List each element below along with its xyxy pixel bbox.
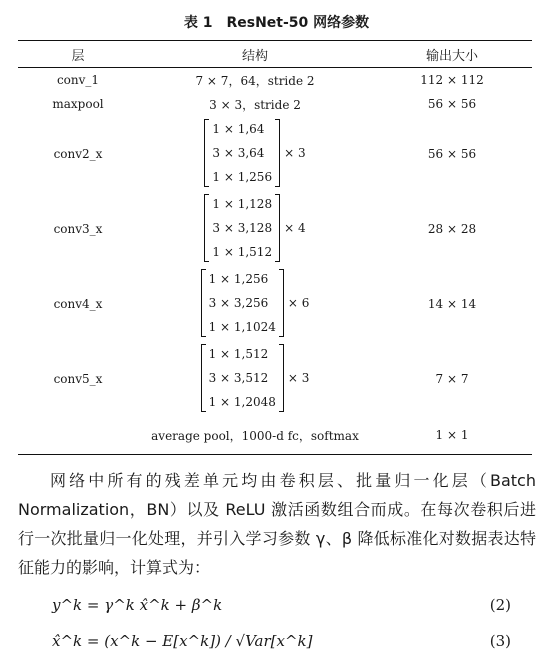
matrix-line: 1 × 1,512 (212, 245, 273, 259)
cell-output: 1 × 1 (372, 416, 532, 455)
repeat-multiplier: × 6 (287, 296, 310, 310)
cell-output: 28 × 28 (427, 221, 477, 236)
repeat-multiplier: × 3 (284, 146, 306, 160)
equation-3 (0, 630, 553, 658)
matrix-line: 3 × 3,128 (212, 221, 273, 235)
matrix-line: 1 × 1,256 (208, 272, 269, 286)
equation-number: (2) (489, 596, 511, 614)
cell-output: 14 × 14 (427, 296, 477, 311)
matrix-line: 1 × 1,256 (212, 170, 273, 184)
repeat-multiplier: × 4 (284, 221, 306, 235)
cell-structure: 7 × 7，64，stride 2 (195, 73, 315, 88)
equation-2 (0, 594, 553, 622)
table-header-row (18, 41, 532, 68)
cell-structure (138, 116, 372, 191)
cell-output: 56 × 56 (427, 146, 477, 161)
bracket-matrix (201, 342, 310, 414)
cell-layer (18, 416, 138, 455)
cell-layer: conv_1 (56, 73, 100, 87)
bracket-matrix (204, 192, 305, 264)
matrix-line: 3 × 3,64 (212, 146, 265, 160)
table-row (18, 68, 532, 93)
cell-layer: conv2_x (53, 146, 103, 161)
bracket-matrix (201, 267, 310, 339)
cell-output: 112 × 112 (420, 73, 484, 87)
table-row (18, 341, 532, 416)
cell-structure: 3 × 3，stride 2 (209, 97, 301, 112)
table-caption (0, 12, 553, 32)
cell-layer: conv4_x (53, 296, 103, 311)
equation-body: y^k = γ^k x̂^k + β^k (52, 596, 223, 614)
table-row (18, 92, 532, 116)
cell-structure (138, 266, 372, 341)
bracket-matrix (204, 117, 305, 189)
table-title: ResNet-50 网络参数 (226, 15, 370, 31)
table-number: 表 1 (183, 15, 213, 31)
body-paragraph: 网络中所有的残差单元均由卷积层、批量归一化层（Batch Normalization，BN）以及 ReLU 激活函数组合而成。在每次卷积后进行一次批量归一化处理，并引入学习参数 γ、β 降低标准化对数据表达特征能力的影响，计算式为： (18, 471, 536, 577)
right-bracket (279, 344, 284, 412)
cell-structure: average pool，1000-d fc，softmax (138, 416, 372, 455)
cell-layer: conv3_x (53, 221, 103, 236)
right-bracket (275, 194, 280, 262)
matrix-line: 1 × 1,1024 (208, 320, 276, 334)
right-bracket (279, 269, 284, 337)
equation-body: x̂^k = (x^k − E[x^k]) / √Var[x^k] (52, 632, 313, 650)
resnet-parameter-table (18, 40, 532, 455)
table-row (18, 191, 532, 266)
cell-output: 56 × 56 (427, 97, 477, 111)
table-row (18, 116, 532, 191)
matrix-line: 1 × 1,64 (212, 122, 265, 136)
table-row (18, 416, 532, 455)
cell-layer: maxpool (52, 97, 104, 111)
cell-layer: conv5_x (53, 371, 103, 386)
cell-structure (138, 341, 372, 416)
header-layer: 层 (18, 41, 138, 68)
header-output: 输出大小 (372, 41, 532, 68)
equation-number: (3) (489, 632, 511, 650)
matrix-line: 1 × 1,512 (208, 347, 269, 361)
header-structure: 结构 (138, 41, 372, 68)
matrix-line: 3 × 3,512 (208, 371, 269, 385)
cell-structure (138, 191, 372, 266)
repeat-multiplier: × 3 (287, 371, 310, 385)
matrix-line: 1 × 1,128 (212, 197, 273, 211)
matrix-line: 3 × 3,256 (208, 296, 269, 310)
right-bracket (275, 119, 280, 187)
matrix-line: 1 × 1,2048 (208, 395, 276, 409)
table-row (18, 266, 532, 341)
cell-output: 7 × 7 (435, 371, 469, 386)
